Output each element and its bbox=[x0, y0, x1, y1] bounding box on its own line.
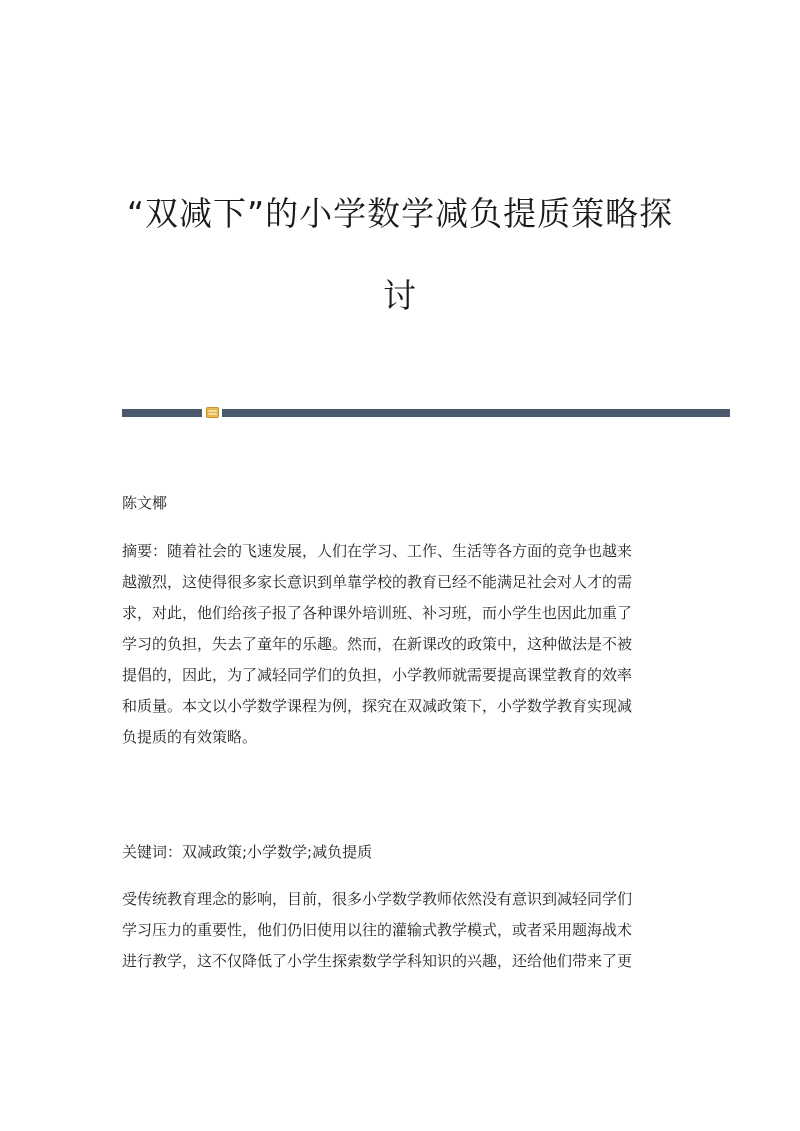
title-divider bbox=[122, 409, 730, 417]
document-ornament-icon bbox=[206, 406, 219, 419]
document-title-line-2: 讨 bbox=[383, 276, 417, 315]
abstract-line: 越激烈，这使得很多家长意识到单靠学校的教育已经不能满足社会对人才的需 bbox=[122, 573, 633, 591]
body-line: 进行教学，这不仅降低了小学生探索数学学科知识的兴趣，还给他们带来了更 bbox=[122, 952, 633, 970]
abstract-line: 学习的负担，失去了童年的乐趣。然而，在新课改的政策中，这种做法是不被 bbox=[122, 635, 633, 653]
divider-bar-left bbox=[122, 409, 202, 417]
keywords: 关键词：双减政策;小学数学;减负提质 bbox=[122, 843, 373, 861]
abstract-line: 和质量。本文以小学数学课程为例，探究在双减政策下，小学数学教育实现减 bbox=[122, 697, 633, 715]
abstract-line: 求，对此，他们给孩子报了各种课外培训班、补习班，而小学生也因此加重了 bbox=[122, 604, 633, 622]
abstract-line: 提倡的，因此，为了减轻同学们的负担，小学教师就需要提高课堂教育的效率 bbox=[122, 666, 633, 684]
document-title-line-1: “双减下”的小学数学减负提质策略探 bbox=[126, 194, 674, 233]
author-name: 陈文椰 bbox=[122, 494, 168, 512]
body-line: 受传统教育理念的影响，目前，很多小学数学教师依然没有意识到减轻同学们 bbox=[122, 890, 633, 908]
body-paragraph bbox=[122, 884, 682, 977]
abstract-line: 摘要：随着社会的飞速发展，人们在学习、工作、生活等各方面的竞争也越来 bbox=[122, 542, 633, 560]
abstract-line: 负提质的有效策略。 bbox=[122, 728, 258, 746]
divider-bar-right bbox=[222, 409, 730, 417]
body-line: 学习压力的重要性，他们仍旧使用以往的灌输式教学模式，或者采用题海战术 bbox=[122, 921, 633, 939]
abstract bbox=[122, 536, 682, 753]
